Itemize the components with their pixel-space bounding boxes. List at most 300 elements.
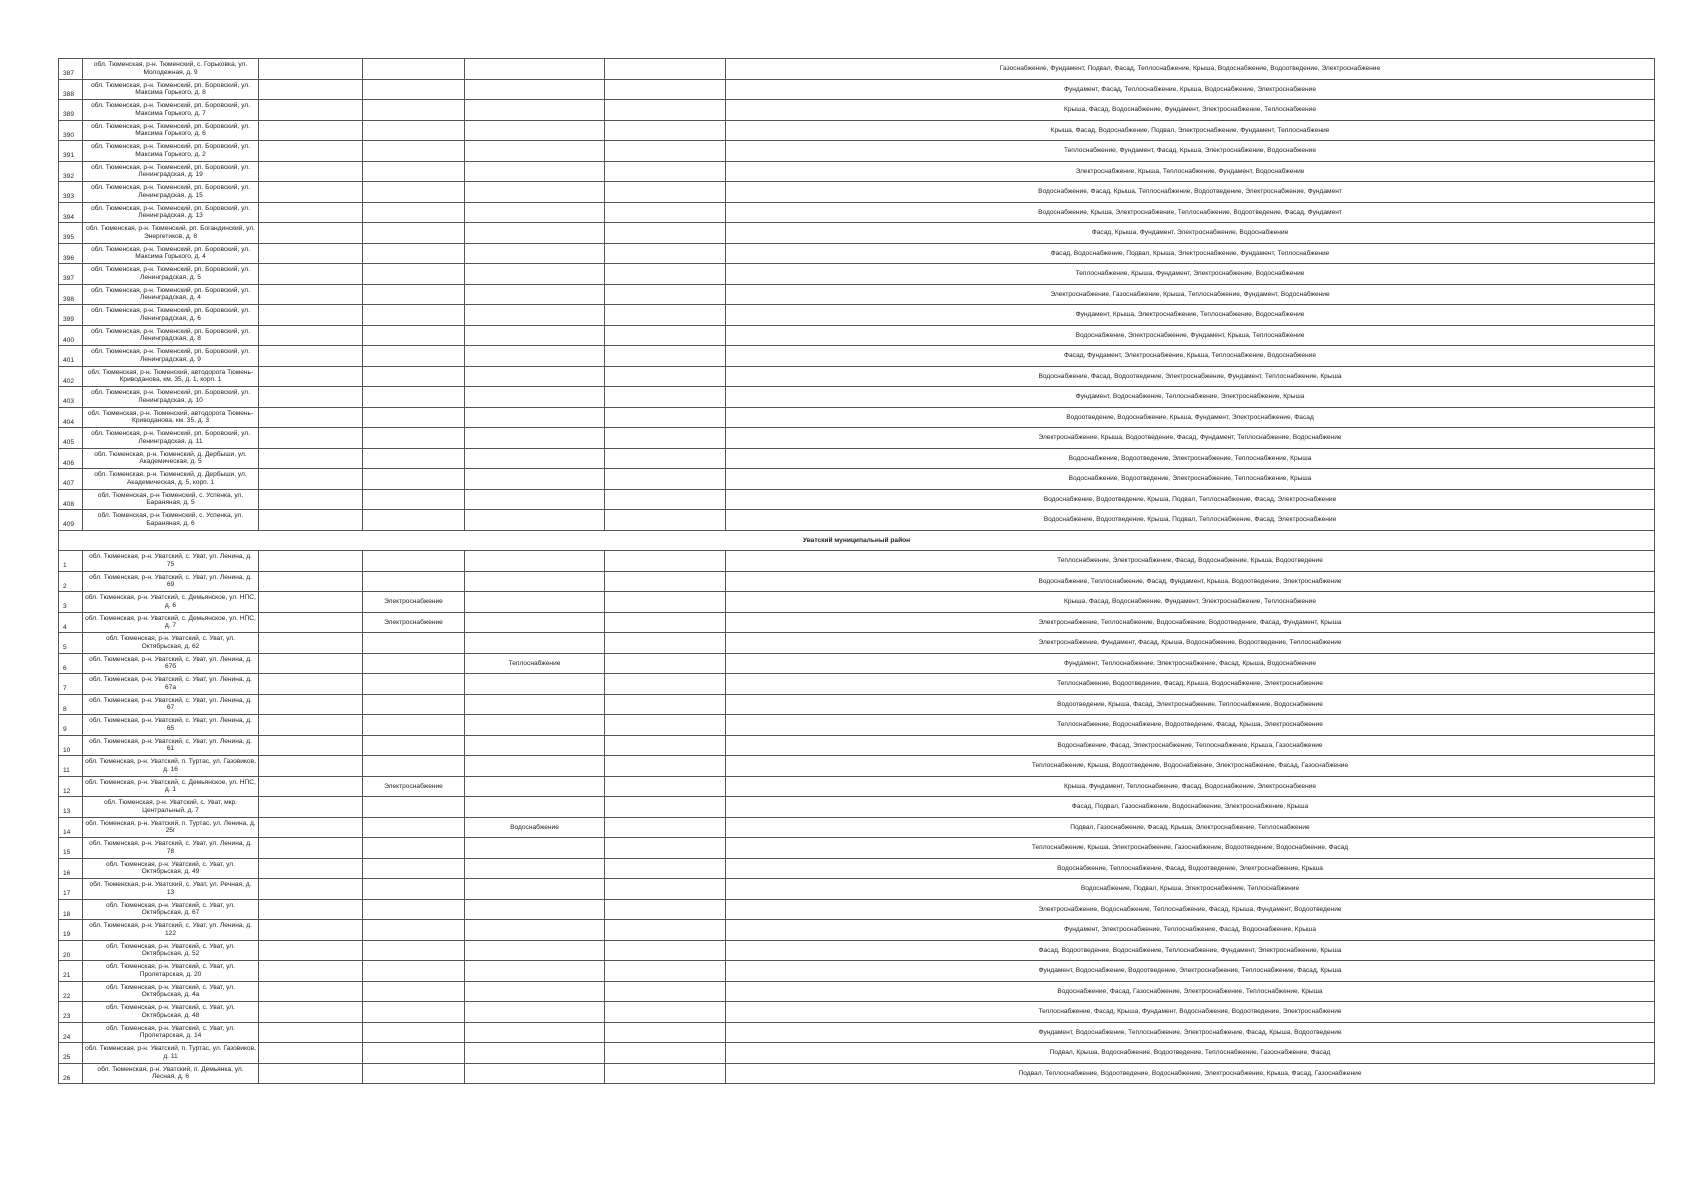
works-cell: Фундамент, Фасад, Теплоснабжение, Крыша, Водоснабжение, Электроснабжение [726, 79, 1655, 100]
row-number: 408 [59, 489, 83, 510]
cell-col6 [605, 407, 726, 428]
cell-col5 [465, 551, 605, 572]
table-row [59, 776, 1655, 797]
table-row [59, 161, 1655, 182]
cell-col6 [605, 694, 726, 715]
row-number: 21 [59, 961, 83, 982]
cell-col4 [363, 428, 465, 449]
cell-col5 [465, 612, 605, 633]
cell-col4 [363, 182, 465, 203]
cell-col6 [605, 961, 726, 982]
cell-col3 [259, 284, 363, 305]
cell-col4 [363, 284, 465, 305]
cell-col4 [363, 756, 465, 777]
cell-col3 [259, 1002, 363, 1023]
works-cell: Подвал, Крыша, Водоснабжение, Водоотведение, Теплоснабжение, Газоснабжение, Фасад [726, 1043, 1655, 1064]
table-row [59, 305, 1655, 326]
row-number: 19 [59, 920, 83, 941]
address-cell: обл. Тюменская, р-н. Тюменский, рп. Боровский, ул. Максима Горького, д. 6 [83, 120, 259, 141]
address-cell: обл. Тюменская, р-н. Тюменский, рп. Боровский, ул. Ленинградская, д. 4 [83, 284, 259, 305]
address-cell: обл. Тюменская, р-н. Уватский, с. Демьянское, ул. НПС, д. 6 [83, 592, 259, 613]
address-cell: обл. Тюменская, р-н Тюменский, с. Успенка, ул. Бараняная, д. 5 [83, 489, 259, 510]
cell-col6 [605, 551, 726, 572]
table-row [59, 59, 1655, 80]
cell-col6 [605, 879, 726, 900]
cell-col5 [465, 182, 605, 203]
cell-col4 [363, 510, 465, 531]
cell-col3 [259, 776, 363, 797]
works-cell: Фасад, Подвал, Газоснабжение, Водоснабжение, Электроснабжение, Крыша [726, 797, 1655, 818]
works-cell: Теплоснабжение, Крыша, Водоотведение, Водоснабжение, Электроснабжение, Фасад, Газоснабжение [726, 756, 1655, 777]
cell-col5 [465, 59, 605, 80]
cell-col3 [259, 1022, 363, 1043]
table-row [59, 715, 1655, 736]
cell-col5 [465, 305, 605, 326]
cell-col5 [465, 428, 605, 449]
cell-col6 [605, 59, 726, 80]
cell-col4 [363, 305, 465, 326]
table-row [59, 510, 1655, 531]
cell-col6 [605, 79, 726, 100]
cell-col6 [605, 346, 726, 367]
cell-col5 [465, 223, 605, 244]
row-number: 22 [59, 981, 83, 1002]
cell-col5 [465, 961, 605, 982]
cell-col6 [605, 202, 726, 223]
cell-col3 [259, 920, 363, 941]
works-cell: Электроснабжение, Теплоснабжение, Водоснабжение, Водоотведение, Фасад, Фундамент, Крыша [726, 612, 1655, 633]
row-number: 24 [59, 1022, 83, 1043]
cell-col5: Теплоснабжение [465, 653, 605, 674]
cell-col5 [465, 1022, 605, 1043]
address-cell: обл. Тюменская, р-н. Уватский, с. Уват, ул. Ленина, д. 75 [83, 551, 259, 572]
cell-col3 [259, 571, 363, 592]
address-cell: обл. Тюменская, р-н. Тюменский, автодорога Тюмень-Криводанова, км. 35, д. 1, корп. 1 [83, 366, 259, 387]
works-cell: Электроснабжение, Водоснабжение, Теплоснабжение, Фасад, Крыша, Фундамент, Водоотведение [726, 899, 1655, 920]
table-row [59, 817, 1655, 838]
row-number: 398 [59, 284, 83, 305]
row-number: 13 [59, 797, 83, 818]
row-number: 399 [59, 305, 83, 326]
cell-col6 [605, 284, 726, 305]
address-cell: обл. Тюменская, р-н. Уватский, п. Туртас, ул. Ленина, д. 25г [83, 817, 259, 838]
row-number: 409 [59, 510, 83, 531]
cell-col5 [465, 79, 605, 100]
cell-col3 [259, 223, 363, 244]
cell-col6 [605, 1063, 726, 1084]
cell-col6 [605, 838, 726, 859]
row-number: 388 [59, 79, 83, 100]
address-cell: обл. Тюменская, р-н. Тюменский, с. Горьковка, ул. Молодежная, д. 9 [83, 59, 259, 80]
cell-col3 [259, 59, 363, 80]
cell-col5 [465, 797, 605, 818]
row-number: 3 [59, 592, 83, 613]
cell-col4 [363, 940, 465, 961]
address-cell: обл. Тюменская, р-н. Уватский, с. Уват, ул. Ленина, д. 61 [83, 735, 259, 756]
cell-col6 [605, 100, 726, 121]
cell-col4 [363, 325, 465, 346]
row-number: 403 [59, 387, 83, 408]
row-number: 397 [59, 264, 83, 285]
cell-col6 [605, 264, 726, 285]
cell-col5 [465, 674, 605, 695]
address-cell: обл. Тюменская, р-н. Уватский, с. Уват, ул. Октябрьская, д. 4а [83, 981, 259, 1002]
cell-col5 [465, 920, 605, 941]
table-row [59, 325, 1655, 346]
cell-col6 [605, 428, 726, 449]
table-row [59, 1043, 1655, 1064]
cell-col5 [465, 510, 605, 531]
cell-col4 [363, 817, 465, 838]
cell-col6 [605, 387, 726, 408]
cell-col3 [259, 243, 363, 264]
cell-col4 [363, 694, 465, 715]
table-row [59, 571, 1655, 592]
cell-col6 [605, 858, 726, 879]
cell-col4 [363, 838, 465, 859]
table-row [59, 120, 1655, 141]
cell-col4 [363, 571, 465, 592]
cell-col5 [465, 120, 605, 141]
cell-col5 [465, 202, 605, 223]
cell-col6 [605, 161, 726, 182]
address-cell: обл. Тюменская, р-н. Тюменский, рп. Боровский, ул. Максима Горького, д. 8 [83, 79, 259, 100]
cell-col4 [363, 120, 465, 141]
cell-col4 [363, 1022, 465, 1043]
cell-col5 [465, 325, 605, 346]
table-row [59, 182, 1655, 203]
row-number: 12 [59, 776, 83, 797]
address-cell: обл. Тюменская, р-н. Тюменский, рп. Боровский, ул. Максима Горького, д. 7 [83, 100, 259, 121]
row-number: 390 [59, 120, 83, 141]
address-cell: обл. Тюменская, р-н. Уватский, с. Уват, ул. Ленина, д. 67 [83, 694, 259, 715]
address-cell: обл. Тюменская, р-н. Уватский, с. Уват, ул. Октябрьская, д. 67 [83, 899, 259, 920]
works-cell: Теплоснабжение, Фундамент, Фасад, Крыша, Электроснабжение, Водоснабжение [726, 141, 1655, 162]
row-number: 15 [59, 838, 83, 859]
works-cell: Газоснабжение, Фундамент, Подвал, Фасад, Теплоснабжение, Крыша, Водоснабжение, Водоотведение, Электроснабжение [726, 59, 1655, 80]
cell-col5 [465, 141, 605, 162]
row-number: 26 [59, 1063, 83, 1084]
cell-col5 [465, 858, 605, 879]
row-number: 7 [59, 674, 83, 695]
address-cell: обл. Тюменская, р-н. Уватский, с. Уват, ул. Ленина, д. 122 [83, 920, 259, 941]
works-cell: Водоснабжение, Водоотведение, Электроснабжение, Теплоснабжение, Крыша [726, 469, 1655, 490]
works-cell: Водоснабжение, Фасад, Газоснабжение, Электроснабжение, Теплоснабжение, Крыша [726, 981, 1655, 1002]
row-number: 392 [59, 161, 83, 182]
cell-col4 [363, 1063, 465, 1084]
cell-col5 [465, 940, 605, 961]
cell-col6 [605, 817, 726, 838]
cell-col4: Электроснабжение [363, 776, 465, 797]
cell-col5 [465, 715, 605, 736]
table-row [59, 366, 1655, 387]
cell-col5 [465, 1043, 605, 1064]
cell-col3 [259, 899, 363, 920]
cell-col5 [465, 407, 605, 428]
cell-col3 [259, 448, 363, 469]
works-cell: Фундамент, Электроснабжение, Теплоснабжение, Фасад, Водоснабжение, Крыша [726, 920, 1655, 941]
cell-col5 [465, 633, 605, 654]
cell-col3 [259, 346, 363, 367]
cell-col4 [363, 366, 465, 387]
address-cell: обл. Тюменская, р-н. Уватский, п. Туртас, ул. Газовиков, д. 11 [83, 1043, 259, 1064]
cell-col3 [259, 797, 363, 818]
cell-col3 [259, 674, 363, 695]
cell-col4 [363, 448, 465, 469]
works-cell: Водоснабжение, Электроснабжение, Фундамент, Крыша, Теплоснабжение [726, 325, 1655, 346]
table-body-uvat [59, 551, 1655, 1084]
table-row [59, 551, 1655, 572]
cell-col6 [605, 1002, 726, 1023]
address-cell: обл. Тюменская, р-н. Уватский, с. Уват, ул. Октябрьская, д. 52 [83, 940, 259, 961]
table-row [59, 961, 1655, 982]
cell-col3 [259, 264, 363, 285]
cell-col5 [465, 571, 605, 592]
cell-col3 [259, 510, 363, 531]
address-cell: обл. Тюменская, р-н. Тюменский, рп. Боровский, ул. Ленинградская, д. 8 [83, 325, 259, 346]
cell-col5 [465, 899, 605, 920]
cell-col3 [259, 715, 363, 736]
address-cell: обл. Тюменская, р-н. Тюменский, рп. Боровский, ул. Максима Горького, д. 2 [83, 141, 259, 162]
cell-col4 [363, 161, 465, 182]
works-cell: Теплоснабжение, Фасад, Крыша, Фундамент, Водоснабжение, Водоотведение, Электроснабжение [726, 1002, 1655, 1023]
works-cell: Подвал, Теплоснабжение, Водоотведение, Водоснабжение, Электроснабжение, Крыша, Фасад, Газоснабжение [726, 1063, 1655, 1084]
cell-col3 [259, 182, 363, 203]
address-cell: обл. Тюменская, р-н. Уватский, с. Демьянское, ул. НПС, д. 1 [83, 776, 259, 797]
cell-col5 [465, 243, 605, 264]
cell-col6 [605, 1022, 726, 1043]
cell-col4 [363, 858, 465, 879]
cell-col3 [259, 428, 363, 449]
works-cell: Теплоснабжение, Крыша, Фундамент, Электроснабжение, Водоснабжение [726, 264, 1655, 285]
cell-col5 [465, 838, 605, 859]
works-cell: Водоснабжение, Фасад, Крыша, Теплоснабжение, Водоотведение, Электроснабжение, Фундамент [726, 182, 1655, 203]
cell-col3 [259, 1043, 363, 1064]
table-row [59, 264, 1655, 285]
address-cell: обл. Тюменская, р-н. Уватский, п. Демьянка, ул. Лесная, д. 6 [83, 1063, 259, 1084]
cell-col4 [363, 407, 465, 428]
cell-col6 [605, 325, 726, 346]
section-title: Уватский муниципальный район [59, 530, 1655, 551]
table-row [59, 448, 1655, 469]
cell-col4 [363, 981, 465, 1002]
cell-col4 [363, 346, 465, 367]
works-cell: Фундамент, Водоснабжение, Теплоснабжение, Электроснабжение, Фасад, Крыша, Водоотведение [726, 1022, 1655, 1043]
cell-col6 [605, 715, 726, 736]
table-row [59, 284, 1655, 305]
cell-col3 [259, 981, 363, 1002]
cell-col4 [363, 1043, 465, 1064]
table-row [59, 940, 1655, 961]
cell-col6 [605, 612, 726, 633]
cell-col6 [605, 633, 726, 654]
cell-col6 [605, 735, 726, 756]
cell-col3 [259, 838, 363, 859]
cell-col3 [259, 940, 363, 961]
address-cell: обл. Тюменская, р-н. Уватский, п. Туртас, ул. Газовиков, д. 16 [83, 756, 259, 777]
row-number: 10 [59, 735, 83, 756]
cell-col3 [259, 612, 363, 633]
cell-col3 [259, 387, 363, 408]
cell-col4 [363, 1002, 465, 1023]
cell-col3 [259, 735, 363, 756]
cell-col3 [259, 469, 363, 490]
row-number: 6 [59, 653, 83, 674]
works-cell: Водоснабжение, Водоотведение, Электроснабжение, Теплоснабжение, Крыша [726, 448, 1655, 469]
cell-col4 [363, 223, 465, 244]
cell-col3 [259, 694, 363, 715]
cell-col6 [605, 510, 726, 531]
address-cell: обл. Тюменская, р-н. Тюменский, рп. Богандинский, ул. Энергетиков, д. 8 [83, 223, 259, 244]
address-cell: обл. Тюменская, р-н. Уватский, с. Уват, ул. Ленина, д. 78 [83, 838, 259, 859]
cell-col6 [605, 243, 726, 264]
address-cell: обл. Тюменская, р-н. Уватский, с. Уват, ул. Ленина, д. 69 [83, 571, 259, 592]
cell-col4 [363, 797, 465, 818]
address-cell: обл. Тюменская, р-н. Тюменский, рп. Боровский, ул. Ленинградская, д. 10 [83, 387, 259, 408]
cell-col6 [605, 1043, 726, 1064]
cell-col3 [259, 366, 363, 387]
cell-col4 [363, 551, 465, 572]
cell-col4 [363, 264, 465, 285]
row-number: 2 [59, 571, 83, 592]
works-cell: Теплоснабжение, Водоснабжение, Водоотведение, Фасад, Крыша, Электроснабжение [726, 715, 1655, 736]
works-cell: Водоотведение, Крыша, Фасад, Электроснабжение, Теплоснабжение, Водоснабжение [726, 694, 1655, 715]
address-cell: обл. Тюменская, р-н. Уватский, с. Уват, ул. Речная, д. 13 [83, 879, 259, 900]
table-row [59, 612, 1655, 633]
cell-col3 [259, 100, 363, 121]
row-number: 402 [59, 366, 83, 387]
row-number: 401 [59, 346, 83, 367]
cell-col3 [259, 653, 363, 674]
row-number: 14 [59, 817, 83, 838]
cell-col3 [259, 817, 363, 838]
works-cell: Фундамент, Водоснабжение, Водоотведение, Электроснабжение, Теплоснабжение, Фасад, Крыша [726, 961, 1655, 982]
cell-col5 [465, 284, 605, 305]
row-number: 391 [59, 141, 83, 162]
cell-col3 [259, 161, 363, 182]
table-row [59, 592, 1655, 613]
cell-col4 [363, 387, 465, 408]
row-number: 393 [59, 182, 83, 203]
cell-col3 [259, 858, 363, 879]
table-row [59, 633, 1655, 654]
row-number: 407 [59, 469, 83, 490]
table-row [59, 756, 1655, 777]
works-cell: Водоснабжение, Крыша, Электроснабжение, Теплоснабжение, Водоотведение, Фасад, Фундамент [726, 202, 1655, 223]
row-number: 9 [59, 715, 83, 736]
address-cell: обл. Тюменская, р-н. Тюменский, рп. Боровский, ул. Ленинградская, д. 15 [83, 182, 259, 203]
works-cell: Водоснабжение, Подвал, Крыша, Электроснабжение, Теплоснабжение [726, 879, 1655, 900]
cell-col5 [465, 879, 605, 900]
cell-col5 [465, 1063, 605, 1084]
address-cell: обл. Тюменская, р-н Тюменский, с. Успенка, ул. Бараняная, д. 6 [83, 510, 259, 531]
cell-col5 [465, 1002, 605, 1023]
cell-col4 [363, 141, 465, 162]
cell-col5 [465, 100, 605, 121]
cell-col6 [605, 776, 726, 797]
row-number: 405 [59, 428, 83, 449]
cell-col3 [259, 961, 363, 982]
row-number: 387 [59, 59, 83, 80]
table-row [59, 797, 1655, 818]
address-cell: обл. Тюменская, р-н. Уватский, с. Уват, ул. Ленина, д. 67б [83, 653, 259, 674]
table-row [59, 141, 1655, 162]
works-cell: Фундамент, Водоснабжение, Теплоснабжение, Электроснабжение, Крыша [726, 387, 1655, 408]
address-cell: обл. Тюменская, р-н. Тюменский, рп. Боровский, ул. Ленинградская, д. 9 [83, 346, 259, 367]
cell-col3 [259, 305, 363, 326]
address-cell: обл. Тюменская, р-н. Уватский, с. Уват, ул. Ленина, д. 65 [83, 715, 259, 736]
cell-col3 [259, 79, 363, 100]
cell-col4 [363, 715, 465, 736]
address-cell: обл. Тюменская, р-н. Тюменский, рп. Боровский, ул. Ленинградская, д. 6 [83, 305, 259, 326]
table-row [59, 428, 1655, 449]
cell-col6 [605, 182, 726, 203]
works-cell: Фундамент, Крыша, Электроснабжение, Теплоснабжение, Водоснабжение [726, 305, 1655, 326]
cell-col3 [259, 141, 363, 162]
address-cell: обл. Тюменская, р-н. Тюменский, д. Дербыши, ул. Академическая, д. 5, корп. 1 [83, 469, 259, 490]
row-number: 25 [59, 1043, 83, 1064]
table-row [59, 407, 1655, 428]
works-cell: Крыша, Фасад, Водоснабжение, Фундамент, Электроснабжение, Теплоснабжение [726, 100, 1655, 121]
table-row [59, 202, 1655, 223]
cell-col5 [465, 448, 605, 469]
cell-col6 [605, 469, 726, 490]
address-cell: обл. Тюменская, р-н. Уватский, с. Уват, ул. Пролетарская, д. 14 [83, 1022, 259, 1043]
works-cell: Электроснабжение, Фундамент, Фасад, Крыша, Водоснабжение, Водоотведение, Теплоснабжение [726, 633, 1655, 654]
works-cell: Фасад, Крыша, Фундамент, Электроснабжение, Водоснабжение [726, 223, 1655, 244]
cell-col4: Электроснабжение [363, 612, 465, 633]
row-number: 18 [59, 899, 83, 920]
row-number: 16 [59, 858, 83, 879]
table-row [59, 858, 1655, 879]
cell-col3 [259, 407, 363, 428]
table-row [59, 981, 1655, 1002]
works-cell: Водоснабжение, Теплоснабжение, Фасад, Фундамент, Крыша, Водоотведение, Электроснабжение [726, 571, 1655, 592]
row-number: 17 [59, 879, 83, 900]
address-cell: обл. Тюменская, р-н. Тюменский, автодорога Тюмень-Криводанова, км. 35, д. 3 [83, 407, 259, 428]
works-cell: Водоснабжение, Теплоснабжение, Фасад, Водоотведение, Электроснабжение, Крыша [726, 858, 1655, 879]
works-cell: Крыша, Фасад, Водоснабжение, Фундамент, Электроснабжение, Теплоснабжение [726, 592, 1655, 613]
cell-col4 [363, 633, 465, 654]
cell-col5 [465, 346, 605, 367]
cell-col5 [465, 694, 605, 715]
cell-col6 [605, 592, 726, 613]
works-cell: Водоснабжение, Фасад, Электроснабжение, Теплоснабжение, Крыша, Газоснабжение [726, 735, 1655, 756]
cell-col4 [363, 879, 465, 900]
cell-col6 [605, 674, 726, 695]
table-row [59, 346, 1655, 367]
row-number: 4 [59, 612, 83, 633]
cell-col5 [465, 161, 605, 182]
cell-col6 [605, 366, 726, 387]
cell-col6 [605, 120, 726, 141]
works-cell: Фасад, Фундамент, Электроснабжение, Крыша, Теплоснабжение, Водоснабжение [726, 346, 1655, 367]
row-number: 400 [59, 325, 83, 346]
address-cell: обл. Тюменская, р-н. Тюменский, рп. Боровский, ул. Ленинградская, д. 13 [83, 202, 259, 223]
section-row [59, 530, 1655, 551]
address-cell: обл. Тюменская, р-н. Тюменский, рп. Боровский, ул. Ленинградская, д. 19 [83, 161, 259, 182]
cell-col6 [605, 797, 726, 818]
cell-col5 [465, 981, 605, 1002]
cell-col3 [259, 325, 363, 346]
cell-col5 [465, 469, 605, 490]
table-row [59, 387, 1655, 408]
row-number: 406 [59, 448, 83, 469]
table-row [59, 694, 1655, 715]
address-cell: обл. Тюменская, р-н. Уватский, с. Уват, мкр. Центральный, д. 7 [83, 797, 259, 818]
works-cell: Теплоснабжение, Водоотведение, Фасад, Крыша, Водоснабжение, Электроснабжение [726, 674, 1655, 695]
row-number: 8 [59, 694, 83, 715]
